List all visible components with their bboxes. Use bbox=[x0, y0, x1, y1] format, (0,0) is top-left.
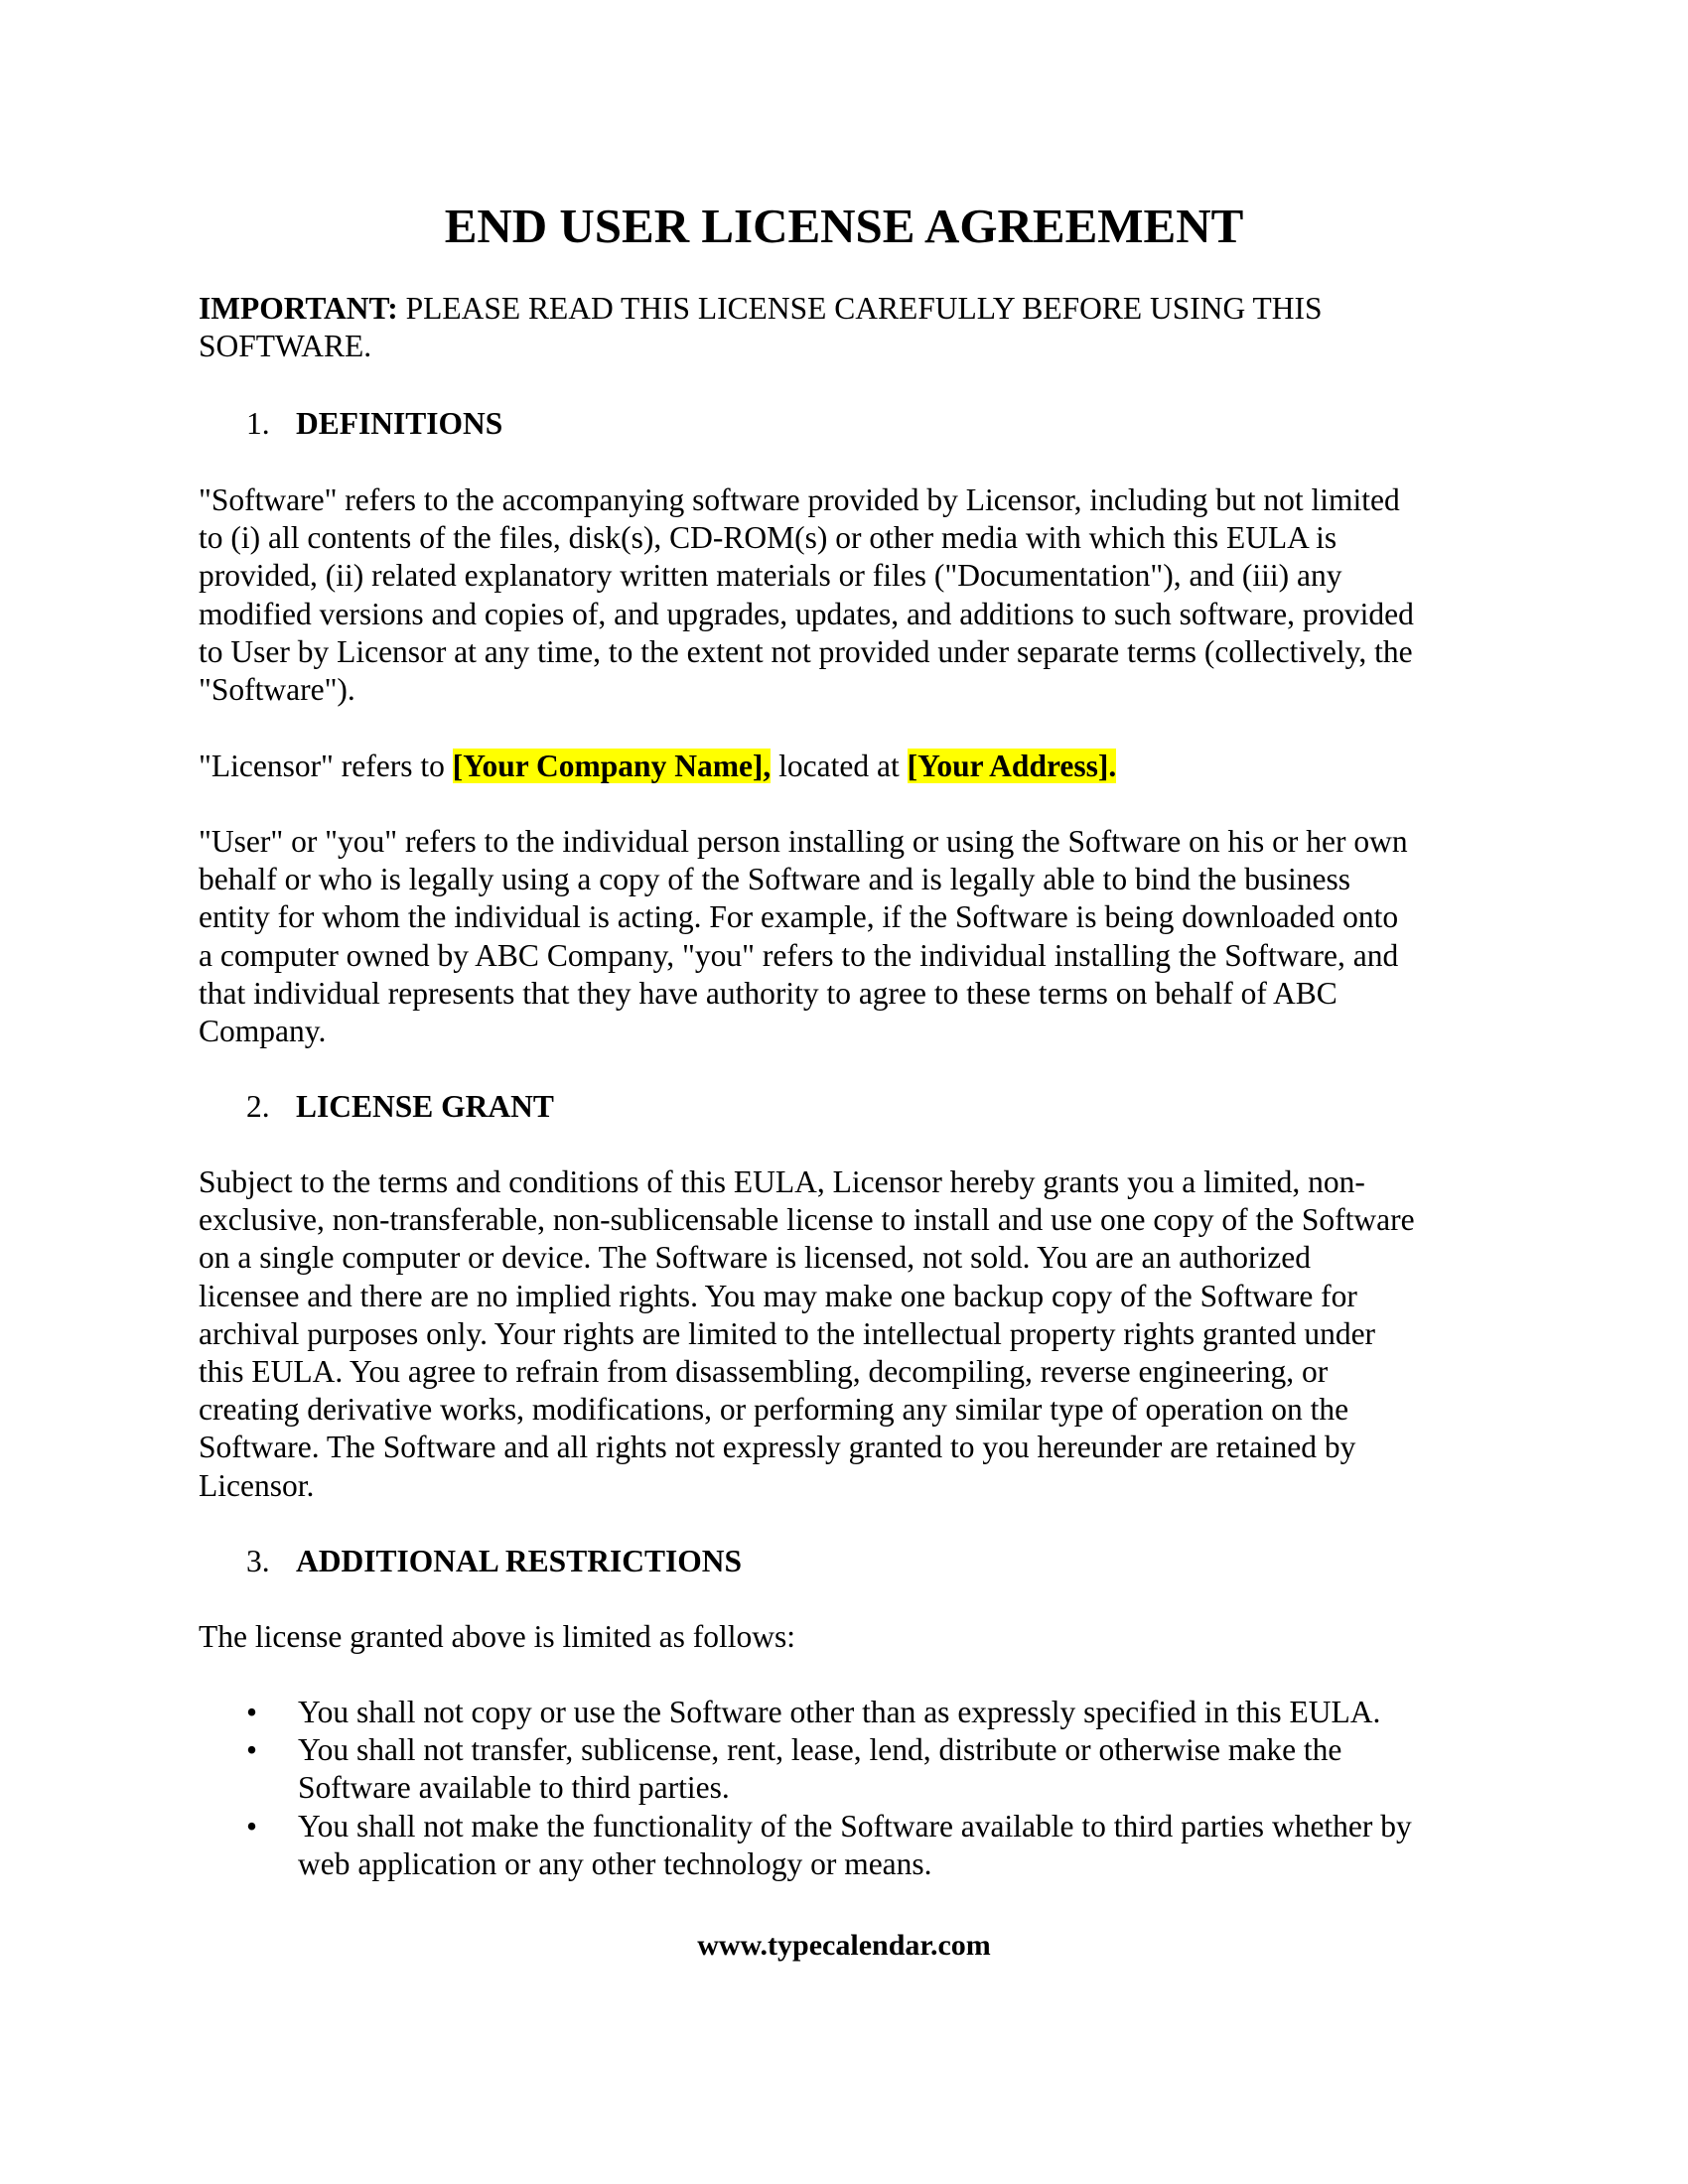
text-line: to (i) all contents of the files, disk(s), CD-ROM(s) or other media with which this EULA is bbox=[199, 520, 1337, 556]
text-line: You shall not copy or use the Software other than as expressly specified in this EULA. bbox=[298, 1695, 1381, 1729]
restrictions-list bbox=[199, 1694, 1489, 1883]
section-heading-license-grant bbox=[246, 1088, 554, 1126]
text-line: Subject to the terms and conditions of this EULA, Licensor hereby grants you a limited, non- bbox=[199, 1164, 1365, 1199]
text-line: The license granted above is limited as follows: bbox=[199, 1619, 795, 1654]
text-line: You shall not transfer, sublicense, rent, lease, lend, distribute or otherwise make the bbox=[298, 1732, 1342, 1768]
text-line: behalf or who is legally using a copy of the Software and is legally able to bind the business bbox=[199, 862, 1350, 897]
address-placeholder: [Your Address]. bbox=[907, 749, 1117, 783]
text-line: Software. The Software and all rights not expressly granted to you hereunder are retained by bbox=[199, 1430, 1356, 1465]
text-line: entity for whom the individual is acting. For example, if the Software is being downloaded onto bbox=[199, 899, 1399, 935]
text-line: this EULA. You agree to refrain from disassembling, decompiling, reverse engineering, or bbox=[199, 1354, 1329, 1390]
text-line: Licensor. bbox=[199, 1467, 315, 1503]
text-line: You shall not make the functionality of the Software available to third parties whether by bbox=[298, 1808, 1412, 1843]
software-definition bbox=[199, 481, 1489, 709]
text-line: "User" or "you" refers to the individual person installing or using the Software on his or her own bbox=[199, 824, 1408, 859]
section-heading-additional-restrictions bbox=[246, 1543, 742, 1580]
text-line: exclusive, non-transferable, non-sublicensable license to install and use one copy of the Software bbox=[199, 1202, 1415, 1238]
bullet-icon: • bbox=[246, 1808, 258, 1843]
section-title: LICENSE GRANT bbox=[296, 1089, 554, 1124]
license-grant-body bbox=[199, 1163, 1489, 1505]
important-line-1: IMPORTANT: PLEASE READ THIS LICENSE CAREFULLY BEFORE USING THIS bbox=[199, 291, 1323, 326]
text-line: licensee and there are no implied rights. You may make one backup copy of the Software for bbox=[199, 1278, 1357, 1313]
text-line: to User by Licensor at any time, to the extent not provided under separate terms (collectively, the bbox=[199, 633, 1413, 669]
important-notice bbox=[199, 290, 1489, 365]
text-line: Software available to third parties. bbox=[298, 1770, 730, 1806]
text-line: web application or any other technology or means. bbox=[298, 1845, 932, 1881]
user-definition bbox=[199, 823, 1489, 1050]
text-line: archival purposes only. Your rights are limited to the intellectual property rights granted under bbox=[199, 1315, 1376, 1351]
text-line: "Licensor" refers to [Your Company Name], located at [Your Address]. bbox=[199, 749, 1117, 783]
section-title: ADDITIONAL RESTRICTIONS bbox=[296, 1544, 742, 1578]
bullet-icon: • bbox=[246, 1732, 258, 1768]
text-line: provided, (ii) related explanatory written materials or files ("Documentation"), and (iii) any bbox=[199, 558, 1342, 594]
restrictions-intro bbox=[199, 1618, 1489, 1656]
section-number: 3. bbox=[246, 1544, 270, 1578]
text-line: modified versions and copies of, and upgrades, updates, and additions to such software, provided bbox=[199, 596, 1414, 631]
list-item bbox=[199, 1731, 1489, 1807]
text-line: creating derivative works, modifications, or performing any similar type of operation on the bbox=[199, 1392, 1349, 1428]
list-item bbox=[199, 1808, 1489, 1883]
list-item bbox=[199, 1694, 1489, 1731]
text-line: that individual represents that they have authority to agree to these terms on behalf of ABC bbox=[199, 975, 1337, 1011]
text-line: a computer owned by ABC Company, "you" refers to the individual installing the Software, and bbox=[199, 937, 1399, 973]
text-line: "Software" refers to the accompanying software provided by Licensor, including but not limited bbox=[199, 482, 1400, 517]
bullet-icon: • bbox=[246, 1695, 258, 1729]
licensor-definition bbox=[199, 748, 1489, 785]
document-title: END USER LICENSE AGREEMENT bbox=[444, 199, 1244, 253]
section-number: 2. bbox=[246, 1089, 270, 1124]
section-title: DEFINITIONS bbox=[296, 406, 503, 441]
text-line: "Software"). bbox=[199, 672, 355, 708]
footer-website: www.typecalendar.com bbox=[697, 1929, 991, 1962]
important-line-2: SOFTWARE. bbox=[199, 329, 372, 364]
company-name-placeholder: [Your Company Name], bbox=[452, 749, 772, 783]
section-heading-definitions bbox=[246, 405, 502, 443]
important-label: IMPORTANT: bbox=[199, 291, 398, 326]
section-number: 1. bbox=[246, 406, 270, 441]
text-line: Company. bbox=[199, 1014, 327, 1049]
text-line: on a single computer or device. The Software is licensed, not sold. You are an authorized bbox=[199, 1240, 1312, 1276]
